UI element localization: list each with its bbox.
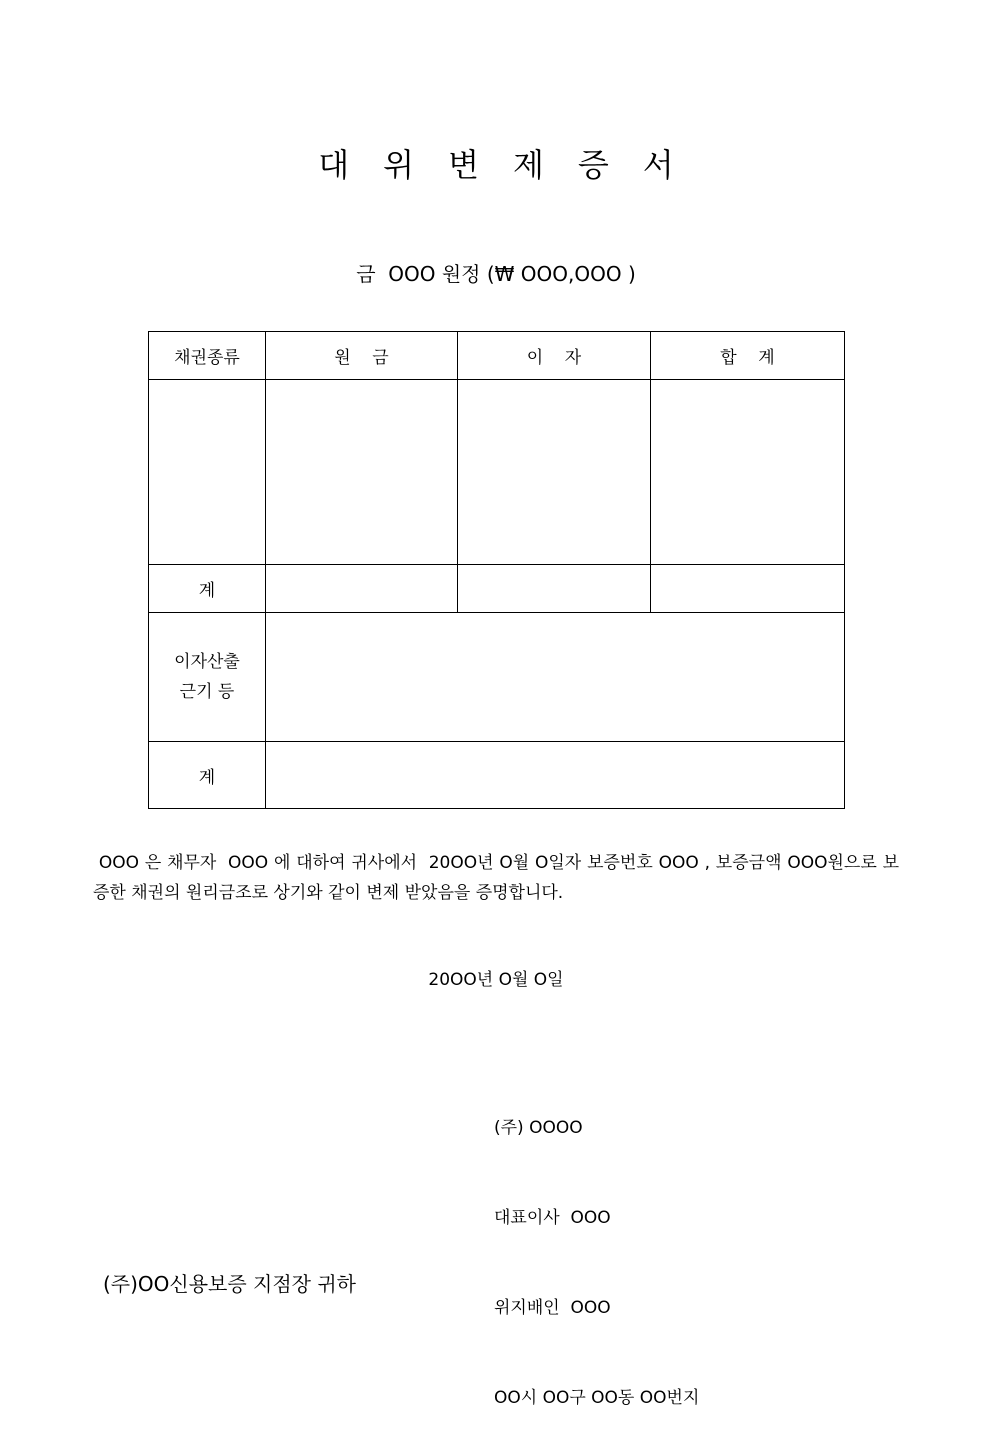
- cell-principal: [266, 380, 458, 565]
- sum-principal: [266, 565, 458, 613]
- issue-date: 20OO년 O월 O일: [428, 970, 564, 990]
- sum-label: 계: [149, 565, 266, 613]
- document-title: 대위변제증서: [318, 146, 708, 184]
- cell-interest: [458, 380, 651, 565]
- issuer-delegate: 위지배인 OOO: [494, 1298, 611, 1318]
- issuer-representative: 대표이사 OOO: [494, 1208, 611, 1228]
- sum-total: [651, 565, 845, 613]
- basis-content: [266, 613, 845, 742]
- table-basis-row: [149, 613, 845, 742]
- issuer-block: [494, 1053, 699, 1443]
- table-entry-row: [149, 380, 845, 565]
- table-total-row: [149, 742, 845, 809]
- table-sum-row: [149, 565, 845, 613]
- header-claim-type: 채권종류: [149, 332, 266, 380]
- cell-claim-type: [149, 380, 266, 565]
- repayment-table: [148, 331, 845, 809]
- header-interest: 이 자: [458, 332, 651, 380]
- total-label: 계: [149, 742, 266, 809]
- certification-statement: OOO 은 채무자 OOO 에 대하여 귀사에서 20OO년 O월 O일자 보증번호 OOO , 보증금액 OOO원으로 보증한 채권의 원리금조로 상기와 같이 변제 받았음을 증명합니다.: [93, 853, 900, 903]
- amount-line: 금 OOO 원정 (₩ OOO,OOO ): [356, 262, 636, 286]
- addressee: (주)OO신용보증 지점장 귀하: [103, 1272, 357, 1296]
- issuer-address: OO시 OO구 OO동 OO번지: [494, 1388, 700, 1408]
- header-principal: 원 금: [266, 332, 458, 380]
- header-total: 합 계: [651, 332, 845, 380]
- sum-interest: [458, 565, 651, 613]
- issuer-company: (주) OOOO: [494, 1118, 583, 1138]
- total-content: [266, 742, 845, 809]
- cell-total: [651, 380, 845, 565]
- table-header-row: [149, 332, 845, 380]
- basis-label: 이자산출 근기 등: [149, 613, 266, 742]
